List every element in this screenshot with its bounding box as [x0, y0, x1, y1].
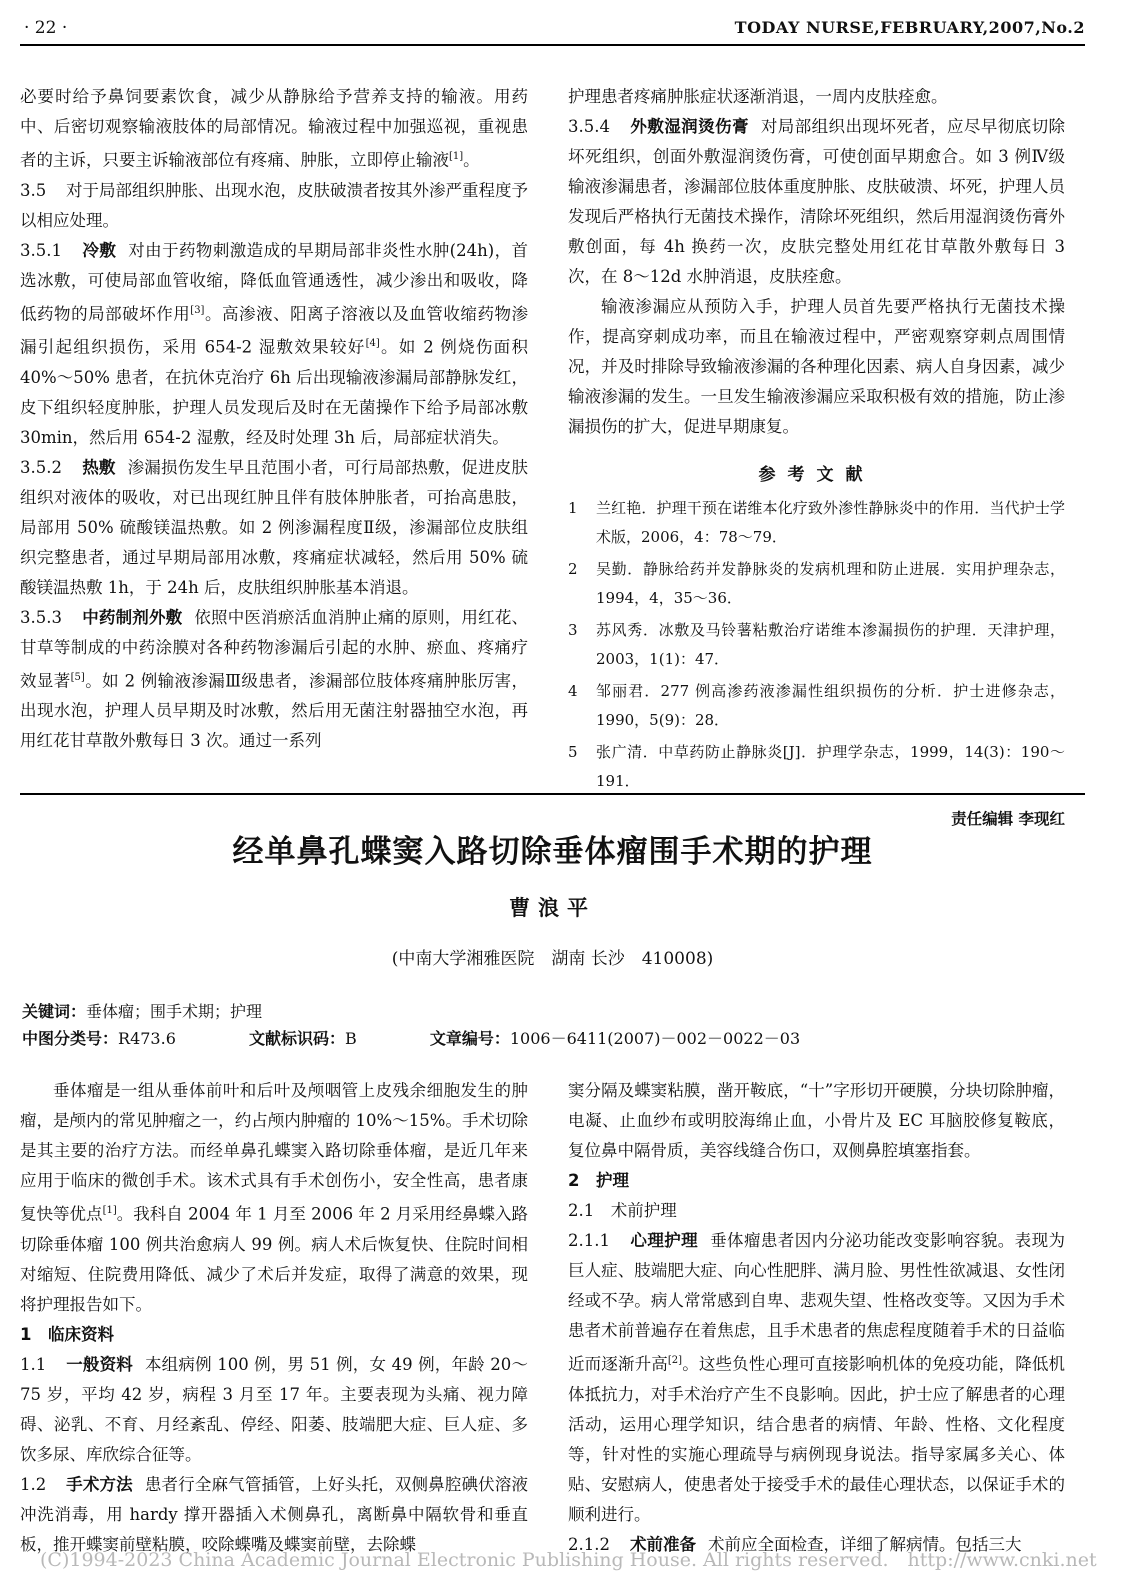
running-header [20, 18, 1085, 46]
paragraph: 护理患者疼痛肿胀症状逐渐消退，一周内皮肤痊愈。 [568, 87, 948, 106]
article-metadata [22, 998, 1082, 1052]
conclusion-paragraph: 输液渗漏应从预防入手，护理人员首先要严格执行无菌技术操作，提高穿刺成功率，而且在输液过程中，严密观察穿刺点周围情况，并及时排除导致输液渗漏的各种理化因素、病人自身因素，减少输液渗漏的发生。一旦发生输液渗漏应采取积极有效的措施，防止渗漏损伤的扩大，促进早期康复。 [568, 297, 1065, 436]
section-1-1: 1.1 一般资料 本组病例 100 例，男 51 例，女 49 例，年龄 20～75 岁，平均 42 岁，病程 3 月至 17 年。主要表现为头痛、视力障碍、泌乳、不育、月经紊乱、停经、阳萎、肢端肥大症、巨人症、多饮多尿、库欣综合征等。 [20, 1354, 528, 1464]
top-right-column [568, 82, 1065, 834]
section-2-1: 2.1 术前护理 [568, 1201, 677, 1220]
section-2-1-1: 2.1.1 心理护理 垂体瘤患者因内分泌功能改变影响容貌。表现为巨人症、肢端肥大症、向心性肥胖、满月脸、男性性欲减退、女性闭经或不孕。病人常常感到自卑、悲观失望、性格改变等。又因为手术患者术前普遍存在着焦虑，且手术患者的焦虑程度随着手术的日益临近而逐渐升高[2]。这些负性心理可直接影响机体的免疫功能，降低机体抵抗力，对手术治疗产生不良影响。因此，护士应了解患者的心理活动，运用心理学知识，结合患者的病情、年龄、性格、文化程度等，针对性的实施心理疏导与病例现身说法。指导家属多关心、体贴、安慰病人，使患者处于接受手术的最佳心理状态，以保证手术的顺利进行。 [568, 1231, 1066, 1524]
journal-name: TODAY NURSE,FEBRUARY,2007,No.2 [734, 18, 1085, 37]
reference-item: 4 邹丽君．277 例高渗药液渗漏性组织损伤的分析．护士进修杂志，1990，5(9)：28． [568, 682, 1065, 729]
citation[interactable]: [3] [190, 304, 205, 316]
reference-item: 5 张广清．中草药防止静脉炎[J]．护理学杂志，1999，14(3)：190～191． [568, 743, 1065, 790]
paragraph: 窦分隔及蝶窦粘膜，凿开鞍底，“十”字形切开硬膜，分块切除肿瘤，电凝、止血纱布或明胶海绵止血，小骨片及 EC 耳脑胶修复鞍底，复位鼻中隔骨质，美容线缝合伤口，双侧鼻腔填塞指套。 [568, 1081, 1065, 1160]
page-number: · 22 · [24, 18, 68, 38]
article-divider [20, 793, 1085, 795]
section-3-5-1: 3.5.1 冷敷 对由于药物刺激造成的早期局部非炎性水肿(24h)，首选冰敷，可使局部血管收缩，降低血管通透性，减少渗出和吸收，降低药物的局部破坏作用[3]。高渗液、阳离子溶液以及血管收缩药物渗漏引起组织损伤，采用 654-2 湿敷效果较好[4]。如 2 例烧伤面积 40%～50% 患者，在抗休克治疗 6h 后出现输液渗漏局部静脉发红，皮下组织轻度肿胀，护理人员发现后及时在无菌操作下给予局部冰敷 30min，然后用 654-2 湿敷，经及时处理 3h 后，局部症状消失。 [20, 240, 529, 447]
article-author: 曹浪平 [509, 895, 596, 920]
citation[interactable]: [2] [667, 1355, 683, 1366]
author-affiliation: (中南大学湘雅医院 湖南 长沙 410008) [391, 949, 714, 969]
citation[interactable]: [1] [449, 151, 464, 162]
reference-list [568, 494, 1065, 796]
reference-item: 3 苏风秀．冰敷及马铃薯粘敷治疗诺维本渗漏损伤的护理．天津护理，2003，1(1)：47． [568, 621, 1065, 668]
top-left-column [20, 82, 528, 756]
responsible-editor: 责任编辑 李现红 [951, 809, 1065, 828]
section-3-5: 3.5 对于局部组织肿胀、出现水泡，皮肤破溃者按其外渗严重程度予以相应处理。 [20, 180, 528, 230]
reference-item: 2 吴勤．静脉给药并发静脉炎的发病机理和防止进展．实用护理杂志，1994，4，35～36． [568, 560, 1065, 607]
reference-item: 1 兰红艳．护理干预在诺维本化疗致外渗性静脉炎中的作用．当代护士学术版，2006，4：78～79． [568, 499, 1065, 546]
section-3-5-3: 3.5.3 中药制剂外敷 依照中医消瘀活血消肿止痛的原则，用红花、甘草等制成的中药涂膜对各种药物渗漏后引起的水肿、瘀血、疼痛疗效显著[5]。如 2 例输液渗漏Ⅲ级患者，渗漏部位肢体疼痛肿胀厉害，出现水泡，护理人员早期及时冰敷，然后用无菌注射器抽空水泡，再用红花甘草散外敷每日 3 次。通过一系列 [20, 607, 529, 750]
section-2-1-2: 2.1.2 术前准备 术前应全面检查，详细了解病情。包括三大 [568, 1534, 1022, 1554]
section-heading-2: 2 护理 [568, 1171, 629, 1190]
paragraph: 必要时给予鼻饲要素饮食，减少从静脉给予营养支持的输液。用药中、后密切观察输液肢体的局部情况。输液过程中加强巡视，重视患者的主诉，只要主诉输液部位有疼痛、肿胀，立即停止输液[1]。 [20, 87, 528, 170]
intro-paragraph: 垂体瘤是一组从垂体前叶和后叶及颅咽管上皮残余细胞发生的肿瘤，是颅内的常见肿瘤之一，约占颅内肿瘤的 10%～15%。手术切除是其主要的治疗方法。而经单鼻孔蝶窦入路切除垂体瘤，是近几年来应用于临床的微创手术。该术式具有手术创伤小，安全性高，患者康复快等优点[1]。我科自 2004 年 1 月至 2006 年 2 月采用经鼻蝶入路切除垂体瘤 100 例共治愈病人 99 例。病人术后恢复快、住院时间相对缩短、住院费用降低、减少了术后并发症，取得了满意的效果，现将护理报告如下。 [20, 1081, 529, 1314]
keywords-line: 关键词：垂体瘤；围手术期；护理 [22, 1002, 263, 1021]
section-1-2: 1.2 手术方法 患者行全麻气管插管，上好头托，双侧鼻腔碘伏溶液冲洗消毒，用 hardy 撑开器插入术侧鼻孔，离断鼻中隔软骨和垂直板，推开蝶窦前壁粘膜，咬除蝶嘴及蝶窦前壁，去除蝶 [20, 1474, 529, 1554]
classification-line: 中图分类号：R473.6 文献标识码：B 文章编号：1006－6411(2007)－002－0022－03 [22, 1029, 801, 1048]
bottom-right-column [568, 1076, 1065, 1560]
bottom-left-column [20, 1076, 528, 1560]
section-heading-1: 1 临床资料 [20, 1324, 114, 1344]
article-title: 经单鼻孔蝶窦入路切除垂体瘤围手术期的护理 [232, 834, 873, 870]
citation[interactable]: [5] [70, 671, 85, 683]
citation[interactable]: [4] [365, 338, 380, 349]
section-3-5-4: 3.5.4 外敷湿润烫伤膏 对局部组织出现坏死者，应尽早彻底切除坏死组织，创面外敷湿润烫伤膏，可使创面早期愈合。如 3 例Ⅳ级输液渗漏患者，渗漏部位肢体重度肿胀、皮肤破溃、坏死，护理人员发现后严格执行无菌技术操作，清除坏死组织，然后用湿润烫伤膏外敷创面，每 4h 换药一次，皮肤完整处用红花甘草散外敷每日 3 次，在 8～12d 水肿消退，皮肤痊愈。 [568, 117, 1066, 286]
copyright-watermark: (C)1994-2023 China Academic Journal Electronic Publishing House. All rights reserved. http://www.cnki.net [40, 1549, 1097, 1571]
section-3-5-2: 3.5.2 热敷 渗漏损伤发生早且范围小者，可行局部热敷，促进皮肤组织对液体的吸收，对已出现红肿且伴有肢体肿胀者，可抬高患肢，局部用 50% 硫酸镁温热敷。如 2 例渗漏程度Ⅱ级，渗漏部位皮肤组织完整患者，通过早期局部用冰敷，疼痛症状减轻，然后用 50% 硫酸镁温热敷 1h，于 24h 后，皮肤组织肿胀基本消退。 [20, 457, 529, 597]
references-heading: 参考文献 [758, 465, 875, 485]
citation[interactable]: [1] [102, 1205, 117, 1216]
